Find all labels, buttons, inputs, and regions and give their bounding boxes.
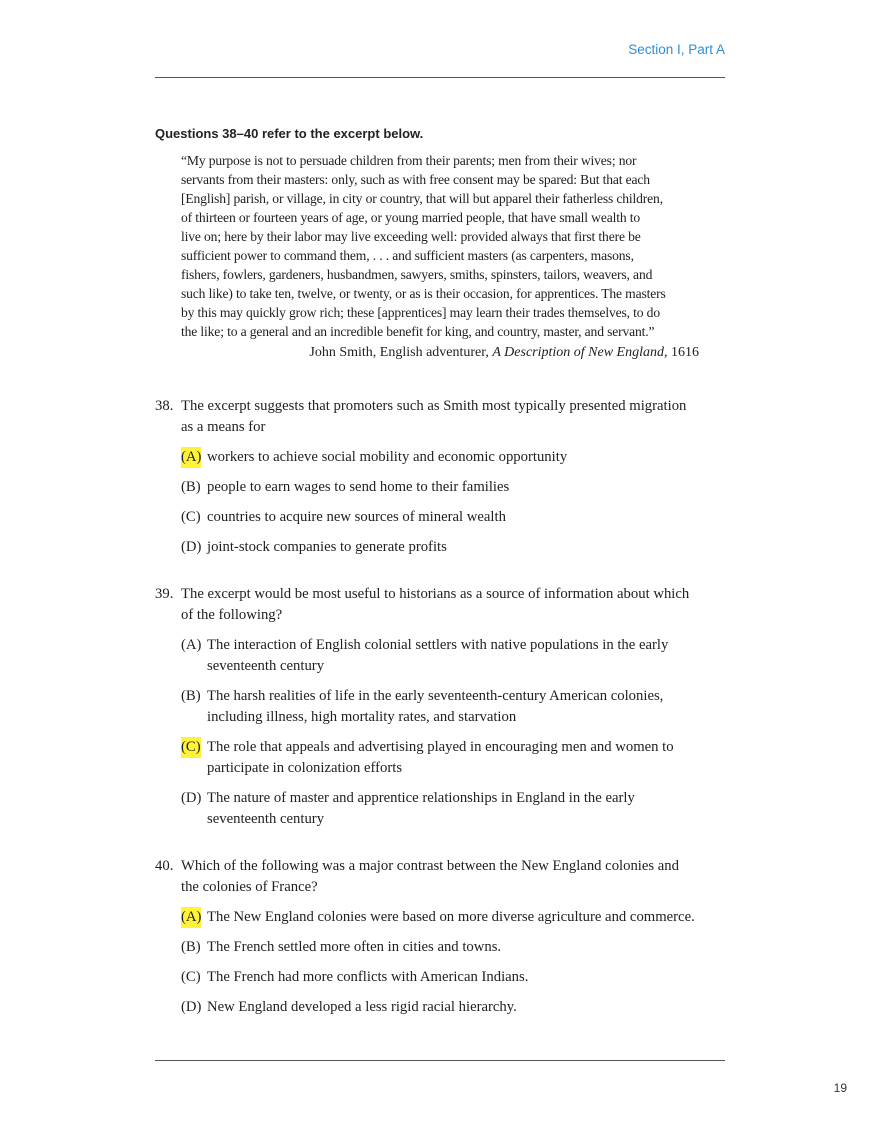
- question-number: 40.: [155, 858, 174, 874]
- excerpt-line: sufficient power to command them, . . . and sufficient masters (as carpenters, masons,: [181, 248, 634, 263]
- choice-letter: (D): [181, 999, 202, 1015]
- question-stem: [155, 856, 725, 898]
- attribution-title: A Description of New England: [492, 345, 664, 360]
- choice-text: The New England colonies were based on more diverse agriculture and commerce.: [207, 909, 695, 925]
- choice-38-b[interactable]: [155, 477, 725, 498]
- choice-text: seventeenth century: [207, 811, 325, 827]
- excerpt-intro: Questions 38–40 refer to the excerpt below.: [155, 126, 424, 141]
- excerpt-line: of thirteen or fourteen years of age, or young married people, that have small wealth to: [181, 210, 641, 225]
- choice-38-a[interactable]: [155, 447, 725, 468]
- choice-text: The French settled more often in cities and towns.: [207, 939, 502, 955]
- excerpt-line: [English] parish, or village, in city or country, that will but apparel their fatherless children,: [181, 191, 663, 206]
- question-40: [155, 856, 725, 1027]
- question-39: [155, 584, 725, 839]
- choice-text: The harsh realities of life in the early seventeenth-century American colonies,: [207, 688, 664, 704]
- choice-letter: (D): [181, 790, 202, 806]
- choice-text: people to earn wages to send home to their families: [207, 479, 510, 495]
- excerpt-attribution: [309, 345, 699, 361]
- choice-text: seventeenth century: [207, 658, 325, 674]
- choice-text: The interaction of English colonial settlers with native populations in the early: [207, 637, 669, 653]
- answer-choices: [155, 907, 725, 1018]
- choice-text: participate in colonization efforts: [207, 760, 403, 776]
- choice-letter: (A): [181, 637, 202, 653]
- bottom-divider: [155, 1060, 725, 1061]
- choice-39-a[interactable]: [155, 635, 725, 677]
- answer-choices: [155, 447, 725, 558]
- choice-39-c[interactable]: [155, 737, 725, 779]
- choice-text: New England developed a less rigid racial hierarchy.: [207, 999, 517, 1015]
- choice-letter: (B): [181, 939, 201, 955]
- section-label: Section I, Part A: [628, 42, 725, 57]
- attribution-author: John Smith, English adventurer,: [309, 345, 493, 360]
- choice-letter: (A): [181, 447, 201, 468]
- choice-letter: (B): [181, 479, 201, 495]
- choice-text: joint-stock companies to generate profits: [207, 539, 447, 555]
- choice-letter: (C): [181, 509, 201, 525]
- question-stem-line: The excerpt suggests that promoters such as Smith most typically presented migration: [181, 398, 687, 414]
- choice-text: The nature of master and apprentice relationships in England in the early: [207, 790, 635, 806]
- question-stem-line: the colonies of France?: [181, 879, 318, 895]
- excerpt-line: servants from their masters: only, such as with free consent may be spared: But that each: [181, 172, 650, 187]
- choice-40-d[interactable]: [155, 997, 725, 1018]
- excerpt-quote: [181, 151, 701, 341]
- choice-text: countries to acquire new sources of mineral wealth: [207, 509, 506, 525]
- excerpt-line: “My purpose is not to persuade children from their parents; men from their wives; nor: [181, 153, 637, 168]
- choice-40-b[interactable]: [155, 937, 725, 958]
- choice-letter: (B): [181, 688, 201, 704]
- choice-39-d[interactable]: [155, 788, 725, 830]
- top-divider: [155, 77, 725, 78]
- question-stem-line: as a means for: [181, 419, 266, 435]
- choice-letter: (C): [181, 969, 201, 985]
- excerpt-line: fishers, fowlers, gardeners, husbandmen, sawyers, smiths, spinsters, tailors, weavers, and: [181, 267, 653, 282]
- question-stem-line: Which of the following was a major contrast between the New England colonies and: [181, 858, 679, 874]
- question-38: [155, 396, 725, 567]
- choice-text: workers to achieve social mobility and economic opportunity: [207, 449, 568, 465]
- question-stem-line: The excerpt would be most useful to historians as a source of information about which: [181, 586, 690, 602]
- excerpt-line: the like; to a general and an incredible benefit for king, and country, master, and servant.”: [181, 324, 655, 339]
- attribution-year: , 1616: [664, 345, 699, 360]
- choice-text: The French had more conflicts with American Indians.: [207, 969, 529, 985]
- choice-letter: (A): [181, 907, 201, 928]
- choice-40-c[interactable]: [155, 967, 725, 988]
- choice-letter: (D): [181, 539, 202, 555]
- excerpt-line: by this may quickly grow rich; these [apprentices] may learn their trades themselves, to do: [181, 305, 660, 320]
- choice-38-d[interactable]: [155, 537, 725, 558]
- choice-text: including illness, high mortality rates, and starvation: [207, 709, 517, 725]
- page-number: 19: [833, 1081, 847, 1095]
- choice-letter: (C): [181, 737, 201, 758]
- question-stem: [155, 396, 725, 438]
- choice-text: The role that appeals and advertising played in encouraging men and women to: [207, 739, 674, 755]
- answer-choices: [155, 635, 725, 830]
- choice-40-a[interactable]: [155, 907, 725, 928]
- excerpt-line: such like) to take ten, twelve, or twenty, or as is their occasion, for apprentices. The masters: [181, 286, 666, 301]
- question-number: 39.: [155, 586, 174, 602]
- question-stem: [155, 584, 725, 626]
- question-number: 38.: [155, 398, 174, 414]
- choice-38-c[interactable]: [155, 507, 725, 528]
- choice-39-b[interactable]: [155, 686, 725, 728]
- question-stem-line: of the following?: [181, 607, 283, 623]
- excerpt-line: live on; here by their labor may live exceeding well: provided always that first there be: [181, 229, 641, 244]
